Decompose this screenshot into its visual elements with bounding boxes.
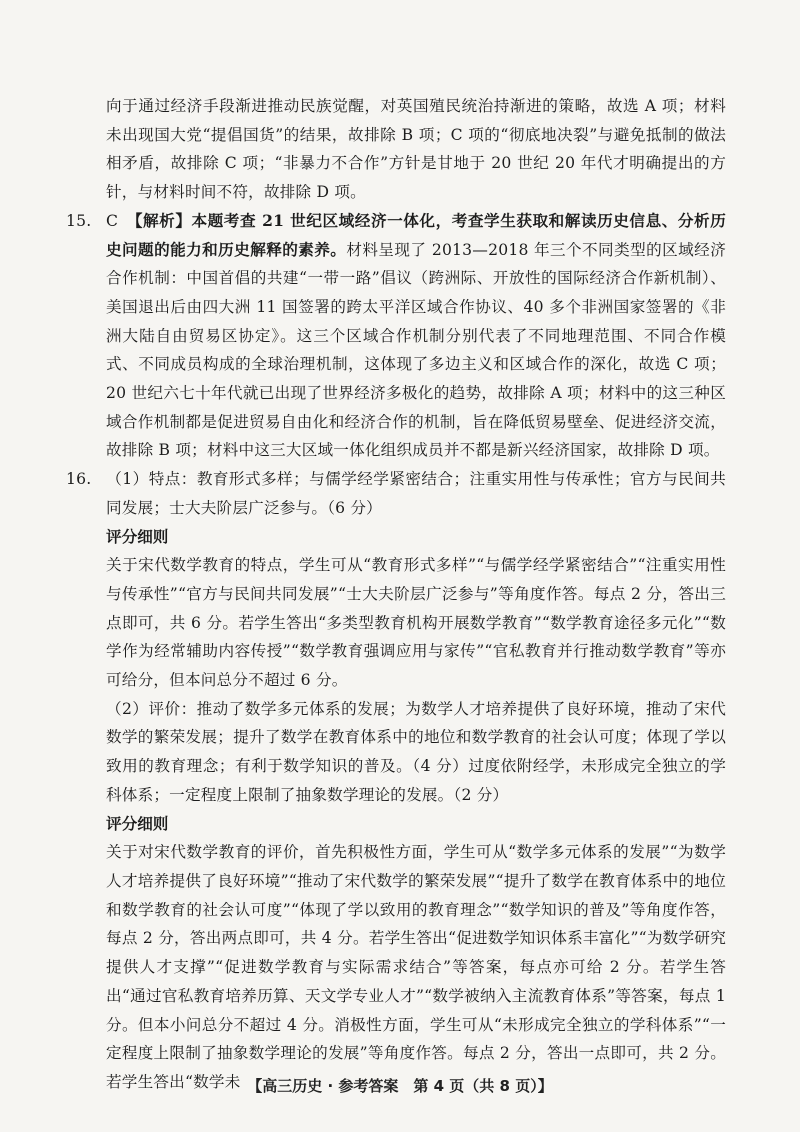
rubric-2-text: 关于对宋代数学教育的评价，首先积极性方面，学生可从“数学多元体系的发展”“为数学人才培养提供了良好环境”“推动了宋代数学的繁荣发展”“提升了数学在教育体系中的地位和数学教育的社会认可度”“体现了学以致用的教育理念”“数学知识的普及”等角度作答，每点 2 分，答出两点即可，共 4 分。若学生答出“促进数学知识体系丰富化”“为数学研究提供人才支撑”“促进数学教育与实际需求结合”等答案，每点亦可给 2 分。若学生答出“通过官私教育培养历算、天文学专业人才”“数学被纳入主流教育体系”等答案，每点 1 分。但本小问总分不超过 4 分。消极性方面，学生可从“未形成完全独立的学科体系”“一定程度上限制了抽象数学理论的发展”等角度作答。每点 2 分，答出一点即可，共 2 分。若学生答出“数学未: [106, 843, 726, 1091]
page-footer: 【高三历史 · 参考答案 第 4 页（共 8 页）】: [247, 1077, 553, 1095]
q15-analysis-body: 材料呈现了 2013—2018 年三个不同类型的区域经济合作机制：中国首倡的共建“一带一路”倡议（跨洲际、开放性的国际经济合作新机制）、美国退出后由四大洲 11 国签署的跨太平洋区域合作协议、40 多个非洲国家签署的《非洲大陆自由贸易区协定》。这三个区域合作机制分别代表了不同地理范围、不同合作模式、不同成员构成的全球治理机制，这体现了多边主义和区域合作的深化，故选 C 项；20 世纪六七十年代就已出现了世界经济多极化的趋势，故排除 A 项；材料中的这三种区域合作机制都是促进贸易自由化和经济合作的机制，旨在降低贸易壁垒、促进经济交流，故排除 B 项；材料中这三大区域一体化组织成员并不都是新兴经济国家，故排除 D 项。: [106, 240, 726, 460]
q15-block: [66, 207, 726, 465]
rubric-title-2: 评分细则: [106, 813, 169, 833]
rubric-1-text: 关于宋代数学教育的特点，学生可从“教育形式多样”“与儒学经学紧密结合”“注重实用性与传承性”“官方与民间共同发展”“士大夫阶层广泛参与”等角度作答。每点 2 分，答出三点即可，共 6 分。若学生答出“多类型教育机构开展数学教育”“数学教育途径多元化”“数学作为经常辅助内容传授”“数学教育强调应用与家传”“官私教育并行推动数学教育”等亦可给分，但本问总分不超过 6 分。: [106, 556, 726, 690]
q16-part2-text: （2）评价：推动了数学多元体系的发展；为数学人才培养提供了良好环境，推动了宋代数学的繁荣发展；提升了数学在教育体系中的地位和数学教育的社会认可度；体现了学以致用的教育理念；有利于数学知识的普及。（4 分）过度依附经学，未形成完全独立的学科体系；一定程度上限制了抽象数学理论的发展。（2 分）: [106, 699, 726, 804]
q15-number: 15.: [66, 211, 92, 230]
q16-number: 16.: [66, 470, 92, 489]
q16-part1-text: （1）特点：教育形式多样；与儒学经学紧密结合；注重实用性与传承性；官方与民间共同发展；士大夫阶层广泛参与。（6 分）: [106, 470, 726, 517]
q15-answer: C: [106, 211, 119, 230]
q15-analysis-label: 【解析】: [134, 210, 192, 230]
q14-continuation: 向于通过经济手段渐进推动民族觉醒，对英国殖民统治持渐进的策略，故选 A 项；材料未出现国大党“提倡国货”的结果，故排除 B 项；C 项的“彻底地决裂”与避免抵制的做法相矛盾，故排除 C 项；“非暴力不合作”方针是甘地于 20 世纪 20 年代才明确提出的方针，与材料时间不符，故排除 D 项。: [106, 97, 726, 202]
q15-analysis-focus: 本题考查 21 世纪区域经济一体化，考查学生获取和解读历史信息、分析历史问题的能力和历史解释的素养。: [106, 210, 726, 259]
rubric-title-1: 评分细则: [106, 526, 169, 546]
answer-content: [66, 92, 726, 1097]
q16-part1: [66, 465, 726, 522]
